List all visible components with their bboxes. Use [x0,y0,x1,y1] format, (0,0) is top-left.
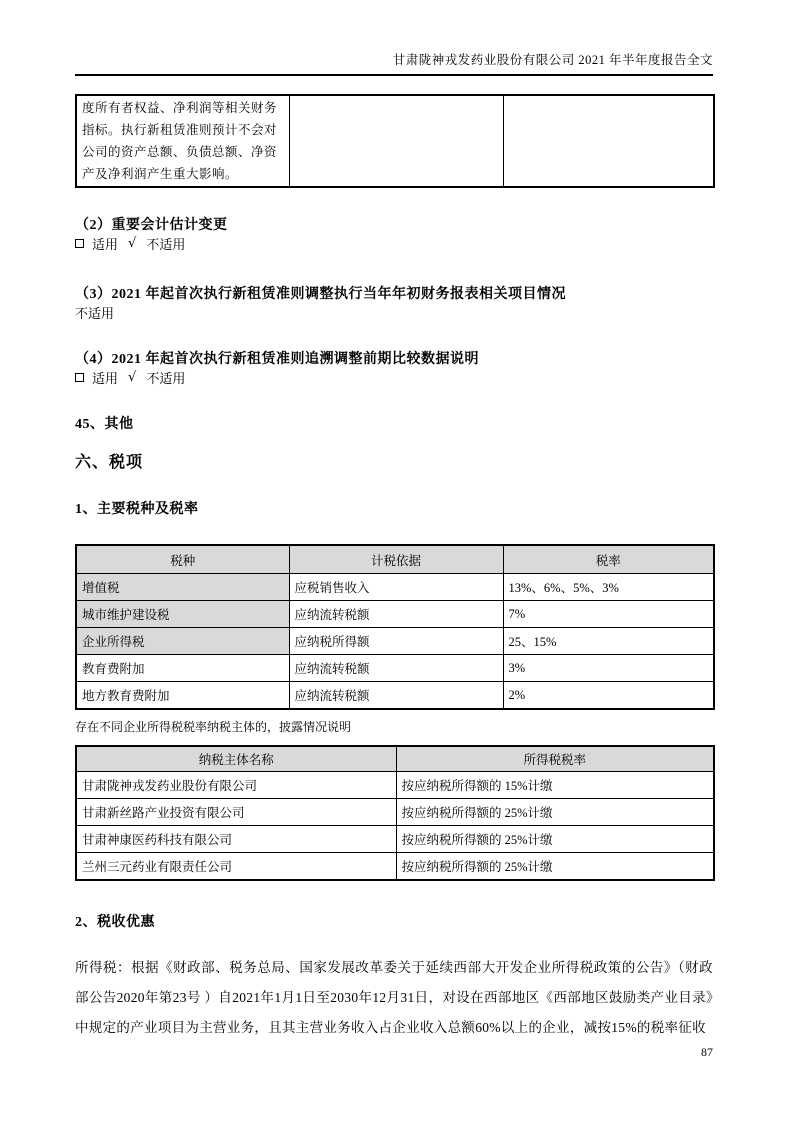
carryover-cell-empty-1 [289,95,503,187]
table-row [76,826,714,853]
table-row [76,772,714,799]
entity-name-cell: 兰州三元药业有限责任公司 [76,853,396,881]
table-row [76,853,714,881]
col-header-entity-name: 纳税主体名称 [76,746,396,772]
first-exec-adjustment-body: 不适用 [75,306,115,321]
heading-other: 45、其他 [75,417,134,432]
carryover-table [75,94,715,188]
tax-type-cell: 地方教育费附加 [76,682,289,710]
tax-rate-cell: 3% [503,655,714,682]
tax-basis-cell: 应纳税所得额 [289,628,503,655]
entity-rate-cell: 按应纳税所得额的 15%计缴 [396,772,714,799]
col-header-income-tax-rate: 所得税税率 [396,746,714,772]
applicable-label: 适用 [92,237,119,252]
table-row [76,601,714,628]
tax-rate-cell: 25、15% [503,628,714,655]
applicability-line-retro-adjustment [75,368,713,387]
table-header-row [76,746,714,772]
page-number: 87 [701,1045,713,1059]
tax-rate-cell: 2% [503,682,714,710]
table-row [76,95,714,187]
not-applicable-label: 不适用 [146,371,186,386]
applicability-line-estimate-change [75,234,713,253]
entity-rate-cell: 按应纳税所得额的 25%计缴 [396,826,714,853]
table-header-row [76,545,714,574]
col-header-tax-rate: 税率 [503,545,714,574]
different-rate-note: 存在不同企业所得税税率纳税主体的，披露情况说明 [75,720,352,734]
applicable-label: 适用 [92,371,119,386]
tax-type-cell: 企业所得税 [76,628,289,655]
page-header-title: 甘肃陇神戎发药业股份有限公司 2021 年半年度报告全文 [75,50,713,76]
check-mark-icon: √ [128,236,137,251]
col-header-tax-basis: 计税依据 [289,545,503,574]
tax-basis-cell: 应纳流转税额 [289,682,503,710]
heading-main-taxes: 1、主要税种及税率 [75,502,199,517]
carryover-cell-text: 度所有者权益、净利润等相关财务指标。执行新租赁准则预计不会对公司的资产总额、负债总额、净资产及净利润产生重大影响。 [76,95,289,187]
heading-estimate-change: （2）重要会计估计变更 [75,218,228,233]
col-header-tax-type: 税种 [76,545,289,574]
table-row [76,628,714,655]
tax-type-cell: 增值税 [76,574,289,601]
tax-basis-cell: 应纳流转税额 [289,601,503,628]
check-mark-icon: √ [128,370,137,385]
heading-retro-adjustment: （4）2021 年起首次执行新租赁准则追溯调整前期比较数据说明 [75,352,479,367]
entity-rate-cell: 按应纳税所得额的 25%计缴 [396,799,714,826]
table-row [76,574,714,601]
heading-tax-preference: 2、税收优惠 [75,915,155,930]
not-applicable-label: 不适用 [146,237,186,252]
entity-name-cell: 甘肃新丝路产业投资有限公司 [76,799,396,826]
tax-rate-cell: 7% [503,601,714,628]
table-row [76,682,714,710]
checkbox-unchecked-icon [75,373,84,382]
tax-rate-table [75,544,715,710]
carryover-cell-empty-2 [503,95,714,187]
entity-rate-cell: 按应纳税所得额的 25%计缴 [396,853,714,881]
taxpayer-entity-table [75,745,715,881]
tax-basis-cell: 应纳流转税额 [289,655,503,682]
tax-basis-cell: 应税销售收入 [289,574,503,601]
table-row [76,799,714,826]
tax-type-cell: 城市维护建设税 [76,601,289,628]
heading-first-exec-adjustment: （3）2021 年起首次执行新租赁准则调整执行当年年初财务报表相关项目情况 [75,287,566,302]
heading-tax-section: 六、税项 [75,454,144,471]
tax-type-cell: 教育费附加 [76,655,289,682]
entity-name-cell: 甘肃陇神戎发药业股份有限公司 [76,772,396,799]
tax-rate-cell: 13%、6%、5%、3% [503,574,714,601]
checkbox-unchecked-icon [75,239,84,248]
tax-preference-paragraph: 所得税：根据《财政部、税务总局、国家发展改革委关于延续西部大开发企业所得税政策的公告》（财政部公告2020年第23号 ）自2021年1月1日至2030年12月31日，对设在西部地区《西部地区鼓励类产业目录》中规定的产业项目为主营业务，且其主营业务收入占企业收入总额60%以上的企业，减按15%的税率征收 [75,960,713,1035]
entity-name-cell: 甘肃神康医药科技有限公司 [76,826,396,853]
table-row [76,655,714,682]
